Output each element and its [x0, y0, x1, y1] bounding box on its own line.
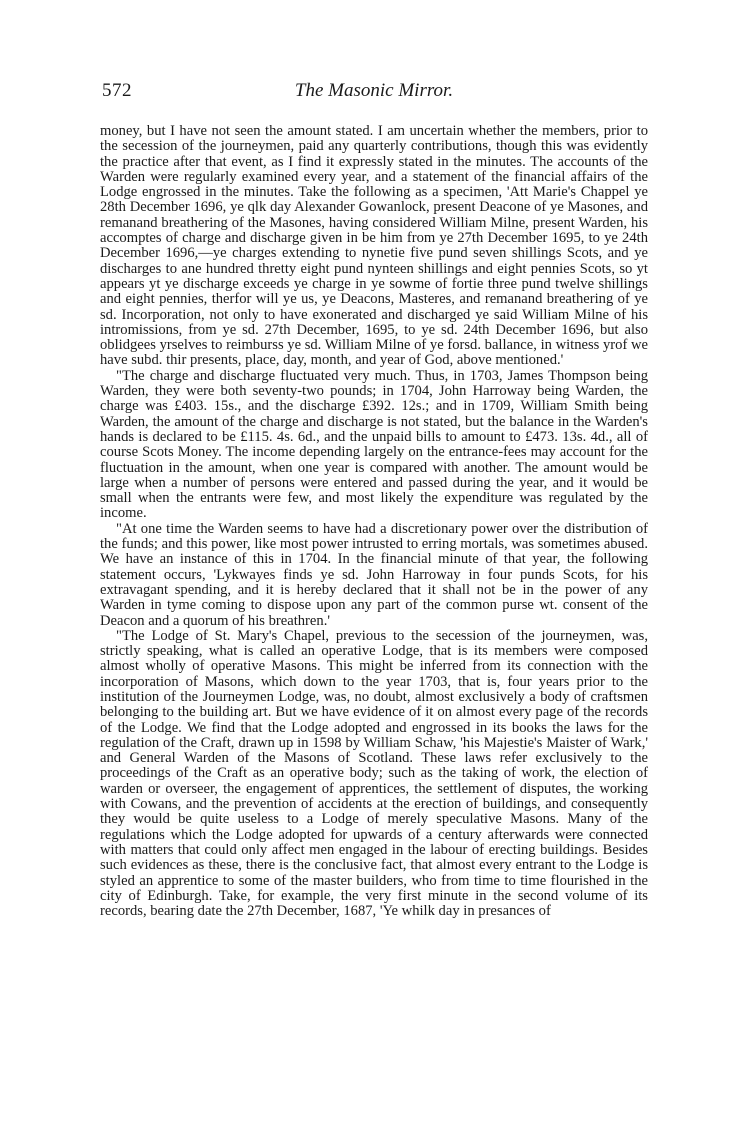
page — [100, 80, 648, 919]
paragraph-charge-discharge: "The charge and discharge fluctuated very much. Thus, in 1703, James Thompson being Warden, they were both seventy-two pounds; in 1704, John Harroway being Warden, the charge was £403. 15s., and the discharge £392. 12s.; and in 1709, William Smith being Warden, the amount of the charge and discharge is not stated, but the balance in the Warden's hands is declared to be £115. 4s. 6d., and the unpaid bills to amount to £473. 13s. 4d., all of course Scots Money. The income depending largely on the entrance-fees may account for the fluctuation in the amount, when one year is compared with another. The amount would be large when a number of persons were entered and passed during the year, and it would be small when the entrants were few, and most likely the expenditure was regulated by the income. — [100, 367, 648, 522]
paragraph-operative-lodge: "The Lodge of St. Mary's Chapel, previous to the secession of the journeymen, was, strictly speaking, what is called an operative Lodge, that is its members were composed almost wholly of operative Masons. This might be inferred from its connection with the incorporation of Masons, which down to the year 1703, that is, four years prior to the institution of the Journeymen Lodge, was, no doubt, almost exclusively a body of craftsmen belonging to the building art. But we have evidence of it on almost every page of the records of the Lodge. We find that the Lodge adopted and engrossed in its books the laws for the regulation of the Craft, drawn up in 1598 by William Schaw, 'his Majestie's Maister of Wark,' and General Warden of the Masons of Scotland. These laws refer exclusively to the proceedings of the Craft as an operative body; such as the taking of work, the election of warden or overseer, the engagement of apprentices, the settlement of disputes, the working with Cowans, and the prevention of accidents at the erection of buildings, and consequently they would be quite useless to a Lodge of merely speculative Masons. Many of the regulations which the Lodge adopted for upwards of a century afterwards were connected with matters that could only affect men engaged in the labour of erecting buildings. Besides such evidences as these, there is the conclusive fact, that almost every entrant to the Lodge is styled an apprentice to some of the master builders, who from time to time flourished in the city of Edinburgh. Take, for example, the very first minute in the second volume of its records, bearing date the 27th December, 1687, 'Ye whilk day in presances of — [100, 627, 648, 920]
body-text — [100, 124, 648, 919]
paragraph-warden-power: "At one time the Warden seems to have had a discretionary power over the distribution of the funds; and this power, like most power intrusted to erring mortals, was sometimes abused. We have an instance of this in 1704. In the financial minute of that year, the following statement occurs, 'Lykwayes finds ye sd. John Harroway in four punds Scots, for his extravagant spending, and it is hereby declared that it shall not be in the power of any Warden in tyme coming to dispose upon any part of the common purse wt. consent of the Deacon and a quorum of his breathren.' — [100, 520, 648, 629]
page-number: 572 — [102, 80, 132, 101]
page-header — [100, 80, 648, 110]
paragraph-continuation: money, but I have not seen the amount stated. I am uncertain whether the members, prior to the secession of the journeymen, paid any quarterly contributions, though this was evidently the practice after that event, as I find it expressly stated in the minutes. The accounts of the Warden were regularly examined every year, and a statement of the financial affairs of the Lodge engrossed in the minutes. Take the following as a specimen, 'Att Marie's Chappel ye 28th December 1696, ye qlk day Alexander Gowanlock, present Deacone of ye Masones, and remanand breathering of the Masones, having considered William Milne, present Warden, his accomptes of charge and discharge given in be him from ye 27th December 1695, to ye 24th December 1696,—ye charges extending to nynetie five pund seven shillings Scots, and ye discharges to ane hundred thretty eight pund nynteen shillings and eight pennies Scots, so yt appears yt ye discharge exceeds ye charge in ye sowme of fortie three pund twelve shillings and eight pennies, therfor will ye us, ye Deacons, Masteres, and remanand breathering of ye sd. Incorporation, not only to have exonerated and discharged ye said William Milne of his intromissions, from ye sd. 27th December, 1695, to ye sd. 24th December 1696, but also oblidgees yrselves to reimburss ye sd. William Milne of ye forsd. ballance, in witness yrof we have subd. thir presents, place, day, month, and year of God, above mentioned.' — [100, 123, 648, 369]
running-title: The Masonic Mirror. — [294, 80, 454, 101]
